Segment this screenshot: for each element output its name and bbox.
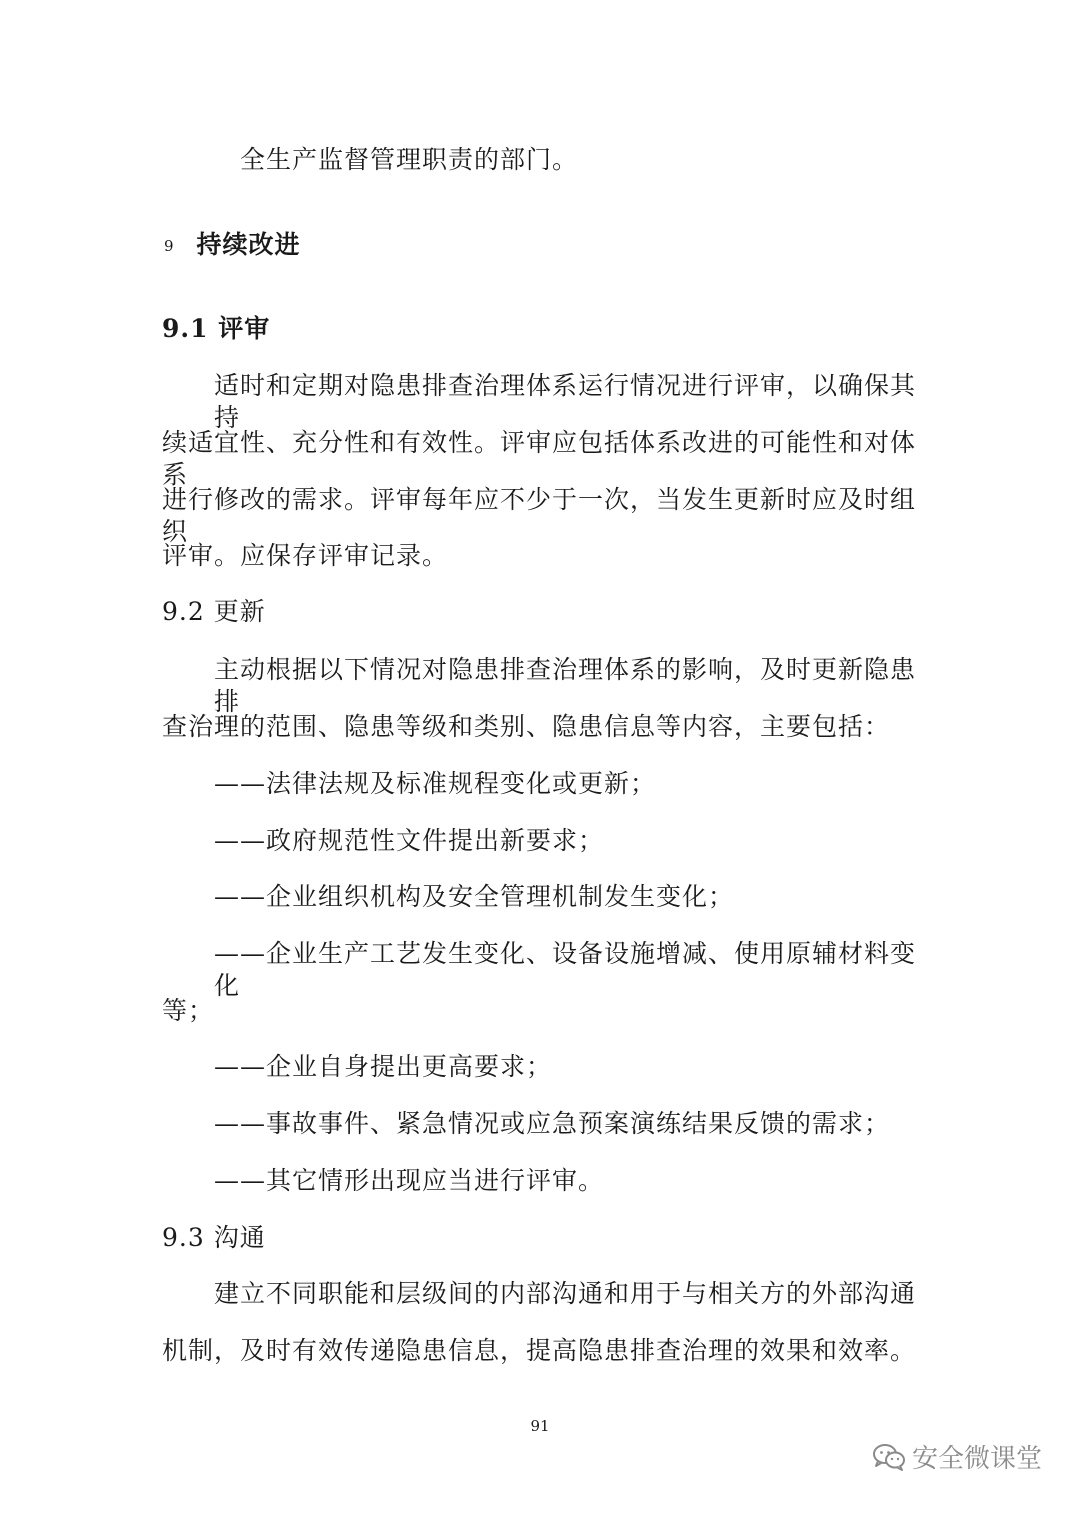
list-item: ——企业生产工艺发生变化、设备设施增减、使用原辅材料变化 xyxy=(214,939,917,1000)
paragraph-line: 进行修改的需求。评审每年应不少于一次，当发生更新时应及时组织 xyxy=(162,485,917,546)
list-item: ——其它情形出现应当进行评审。 xyxy=(214,1166,605,1195)
wechat-icon xyxy=(872,1442,906,1472)
list-item: ——事故事件、紧急情况或应急预案演练结果反馈的需求； xyxy=(214,1109,891,1138)
section-9-2-heading: 9.2 更新 xyxy=(162,597,266,626)
section-9-3-heading: 9.3 沟通 xyxy=(162,1223,266,1252)
paragraph-continuation: 全生产监督管理职责的部门。 xyxy=(240,145,579,174)
page-number: 91 xyxy=(530,1417,550,1435)
watermark-text: 安全微课堂 xyxy=(912,1444,1043,1474)
section-9-number: 9 xyxy=(164,237,175,255)
watermark xyxy=(872,1438,1042,1475)
list-item: ——法律法规及标准规程变化或更新； xyxy=(214,769,657,798)
paragraph-line: 查治理的范围、隐患等级和类别、隐患信息等内容，主要包括： xyxy=(162,712,891,741)
paragraph-line: 建立不同职能和层级间的内部沟通和用于与相关方的外部沟通 xyxy=(214,1279,917,1308)
list-item: ——企业组织机构及安全管理机制发生变化； xyxy=(214,882,735,911)
list-item-continuation: 等； xyxy=(162,996,215,1025)
list-item: ——政府规范性文件提出新要求； xyxy=(214,826,605,855)
paragraph-line: 机制，及时有效传递隐患信息，提高隐患排查治理的效果和效率。 xyxy=(162,1336,917,1365)
paragraph-line: 主动根据以下情况对隐患排查治理体系的影响，及时更新隐患排 xyxy=(214,655,917,716)
section-9-1-heading: 9.1 评审 xyxy=(162,314,271,343)
paragraph-line: 续适宜性、充分性和有效性。评审应包括体系改进的可能性和对体系 xyxy=(162,428,917,489)
section-9-title: 持续改进 xyxy=(196,230,301,259)
section-9-heading xyxy=(164,229,301,262)
paragraph-line: 评审。应保存评审记录。 xyxy=(162,541,449,570)
paragraph-line: 适时和定期对隐患排查治理体系运行情况进行评审，以确保其持 xyxy=(214,371,917,432)
list-item: ——企业自身提出更高要求； xyxy=(214,1052,553,1081)
